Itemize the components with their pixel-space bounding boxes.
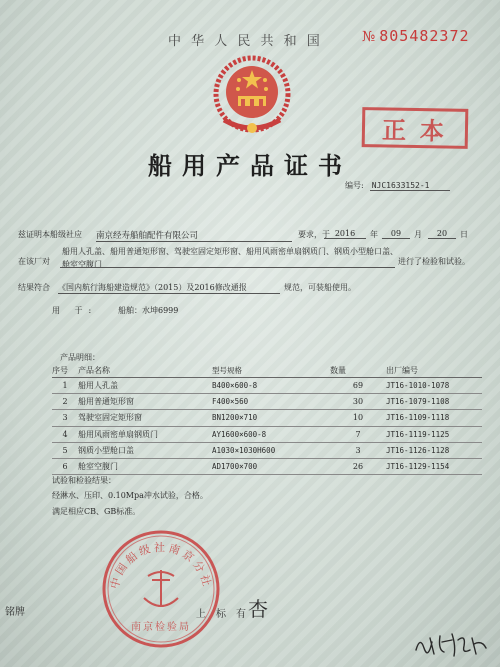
national-emblem-icon — [208, 50, 296, 140]
cell-qty: 7 — [330, 426, 386, 442]
col-header-qty: 数量 — [330, 363, 386, 378]
cell-no: 3 — [52, 410, 78, 426]
official-seal-icon — [100, 528, 222, 650]
cell-spec: AD1700×700 — [212, 458, 330, 474]
table-row — [52, 442, 482, 458]
cell-factory-no: JT16-1010-1078 — [386, 378, 482, 394]
day-label: 日 — [460, 230, 468, 239]
cell-spec: F400×560 — [212, 394, 330, 410]
cell-name: 船用人孔盖 — [78, 378, 212, 394]
cell-qty: 26 — [330, 458, 386, 474]
day-field: 20 — [428, 229, 456, 239]
cell-no: 2 — [52, 394, 78, 410]
cell-name: 船用普通矩形窗 — [78, 394, 212, 410]
spec-label: 规范，可装船使用。 — [284, 283, 356, 292]
apply-label: 兹证明本船级社应 — [18, 230, 82, 239]
serial-symbol: № — [362, 29, 377, 45]
cell-spec: A1030×1030H600 — [212, 442, 330, 458]
original-copy-stamp: 正本 — [362, 107, 469, 149]
certificate-number — [345, 180, 450, 191]
year-field: 2016 — [324, 229, 366, 239]
col-header-name: 产品名称 — [78, 363, 212, 378]
use-value: 船舶：水坤6999 — [118, 306, 179, 315]
cell-no: 6 — [52, 458, 78, 474]
table-row — [52, 458, 482, 474]
factory-label: 在该厂对 — [18, 257, 50, 266]
signature-icon — [412, 630, 490, 660]
cell-factory-no: JT16-1079-1108 — [386, 394, 482, 410]
cell-qty: 10 — [330, 410, 386, 426]
cell-name: 舱室空腹门 — [78, 458, 212, 474]
table-row — [52, 378, 482, 394]
month-field: 09 — [382, 229, 410, 239]
country-heading: 中 华 人 民 共 和 国 — [168, 34, 323, 49]
result-label: 结果符合 — [18, 283, 50, 292]
cell-no: 1 — [52, 378, 78, 394]
cell-factory-no: JT16-1126-1128 — [386, 442, 482, 458]
company-field: 南京经寿船舶配件有限公司 — [96, 229, 292, 242]
product-table-header — [52, 363, 482, 378]
products-list-text: 船用人孔盖、船用普通矩形窗、驾驶室固定矩形窗、船用风雨密单扇钢质门、钢质小型舱口盖、舱室空腹门 — [62, 247, 398, 269]
cell-name: 驾驶室固定矩形窗 — [78, 410, 212, 426]
document-title: 船用产品证书 — [148, 151, 352, 180]
cell-name: 钢质小型舱口盖 — [78, 442, 212, 458]
cert-no-label: 编号: — [345, 181, 364, 190]
products-underline — [60, 256, 395, 268]
results-label: 试验和检验结果： — [52, 476, 116, 485]
results-line-2: 满足相应CB、GB标准。 — [52, 507, 141, 516]
mark-label: 上标有 — [196, 609, 256, 620]
seal-arc-text: 中国船级社南京分社 — [108, 541, 214, 591]
cell-qty: 3 — [330, 442, 386, 458]
table-row — [52, 426, 482, 442]
request-label: 要求，于 — [298, 230, 330, 239]
col-header-no: 序号 — [52, 363, 78, 378]
year-label: 年 — [370, 230, 378, 239]
cell-spec: BN1200×710 — [212, 410, 330, 426]
use-label: 用 于: — [52, 306, 98, 315]
mark-glyph: 杏 — [248, 597, 268, 621]
cert-no-value: NJC1633152-1 — [370, 181, 450, 191]
cell-no: 5 — [52, 442, 78, 458]
cell-name: 船用风雨密单扇钢质门 — [78, 426, 212, 442]
inspected-label: 进行了检验和试验。 — [398, 257, 470, 266]
cell-spec: B400×600-8 — [212, 378, 330, 394]
product-detail-label: 产品明细： — [60, 353, 100, 362]
col-header-spec: 型号规格 — [212, 363, 330, 378]
cell-factory-no: JT16-1119-1125 — [386, 426, 482, 442]
table-row — [52, 394, 482, 410]
cell-qty: 69 — [330, 378, 386, 394]
month-label: 月 — [414, 230, 422, 239]
cell-factory-no: JT16-1129-1154 — [386, 458, 482, 474]
cell-factory-no: JT16-1109-1118 — [386, 410, 482, 426]
serial-number — [362, 27, 470, 45]
cell-qty: 30 — [330, 394, 386, 410]
product-table — [52, 363, 482, 475]
nameplate-label: 铭牌 — [5, 607, 25, 618]
standard-field: 《国内航行海船建造规范》（2015）及2016修改通报 — [58, 282, 280, 294]
results-line-1: 经淋水、压印、0.10Mpa冲水试验，合格。 — [52, 491, 208, 500]
cell-spec: AY1600×600-8 — [212, 426, 330, 442]
col-header-factory-no: 出厂编号 — [386, 363, 482, 378]
cell-no: 4 — [52, 426, 78, 442]
seal-bottom-text: 南京检验局 — [131, 622, 191, 633]
serial-value: 805482372 — [379, 27, 470, 45]
table-row — [52, 410, 482, 426]
